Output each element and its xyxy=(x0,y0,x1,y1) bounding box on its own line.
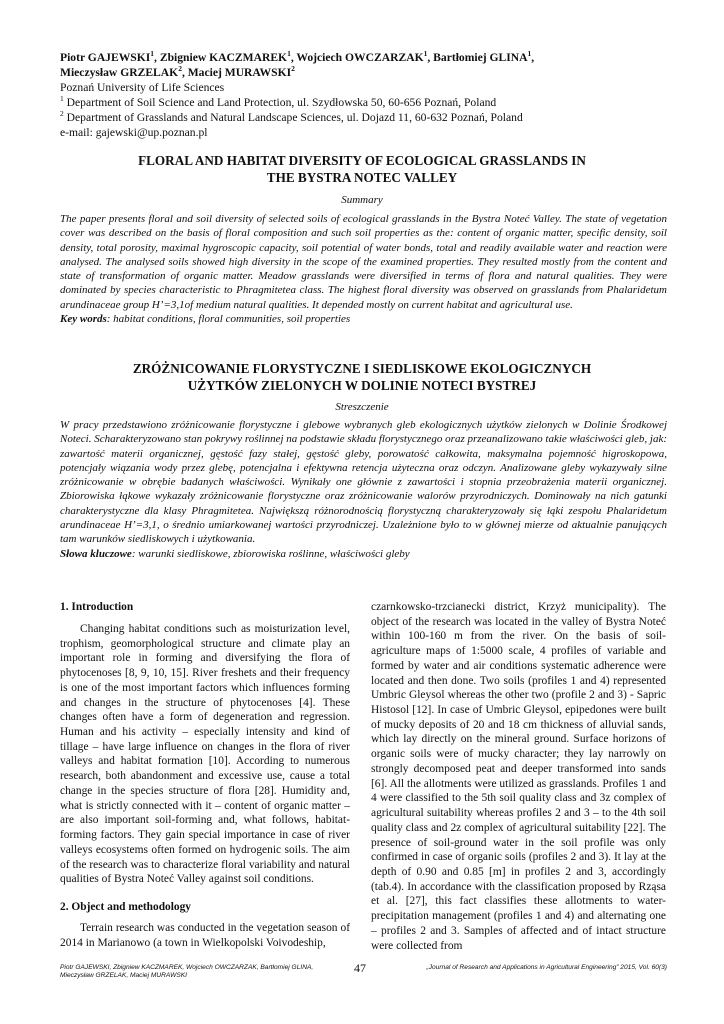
author-names-line1: Piotr GAJEWSKI$^1$, Zbigniew KACZMAREK$^1$, Wojciech OWCZARZAK$^1$, Bartłomiej GLINA$^1$, xyxy=(60,49,535,64)
footer-journal: „Journal of Research and Applications in Agricultural Engineering” 2015, Vol. 60(3) xyxy=(426,964,667,971)
polish-abstract xyxy=(60,418,667,561)
right-column xyxy=(371,600,666,953)
affiliation-2: $^2$ Department of Grasslands and Natural Landscape Sciences, ul. Dojazd 11, 60-632 Poznań, Poland xyxy=(60,109,523,124)
polish-keywords: Słowa kluczowe: warunki siedliskowe, zbiorowiska roślinne, właściwości gleby xyxy=(60,547,410,560)
english-keywords: Key words: habitat conditions, floral communities, soil properties xyxy=(60,313,351,326)
email: e-mail: gajewski@up.poznan.pl xyxy=(60,126,208,139)
english-summary-text: The paper presents floral and soil diversity of selected soils of ecological grasslands in the Bystra Noteć Valley. The state of vegetation cover was described on the basis of floral composition and such soil properties as the: content of organic matter, specific density, soil density, total porosity, maximal hygroscopic capacity, soil potential of water bonds, total and readily available water and reaction were analysed. The analysed soils showed high diversity in the scope of the examined properties. They resulted mostly from the content and state of transformation of organic matter. Meadow grasslands were diversified in terms of flora and natural qualities. They were dominated by species characteristic to Phragmitetea class. The highest floral diversity was observed on grasslands from Phalaridetum arundinaceae group H’=3,1of medium natural qualities. It depended mostly on current habitat and agricultural use. xyxy=(60,213,667,311)
summary-label: Summary xyxy=(341,194,383,206)
page-number: 47 xyxy=(354,961,366,975)
footer-authors: Piotr GAJEWSKI, Zbigniew KACZMAREK, Wojciech OWCZARZAK, Bartłomiej GLINA, Mieczysław GRZELAK, Maciej MURAWSKI xyxy=(60,964,314,979)
english-abstract xyxy=(60,212,667,326)
methodology-text-left: Terrain research was conducted in the vegetation season of 2014 in Marianowo (a town in Wielkopolski Voivodeship, xyxy=(60,921,350,949)
english-title: FLORAL AND HABITAT DIVERSITY OF ECOLOGICAL GRASSLANDS IN THE BYSTRA NOTEC VALLEY xyxy=(138,153,586,185)
polish-title: ZRÓŻNICOWANIE FLORYSTYCZNE I SIEDLISKOWE EKOLOGICZNYCH UŻYTKÓW ZIELONYCH W DOLINIE NOTECI BYSTREJ xyxy=(132,361,592,393)
author-names-line2: Mieczysław GRZELAK$^2$, Maciej MURAWSKI$^2$ xyxy=(60,64,295,79)
heading-methodology: 2. Object and methodology xyxy=(60,900,191,913)
introduction-text: Changing habitat conditions such as moisturization level, trophism, geomorphological structure and climate play an important role in forming and diversifying the flora of phytocenoses [8, 9, 10, 15]. River freshets and their frequency is one of the most important factors which influences forming and changes in the structure of phytocenoses [4]. These changes often have a form of degeneration and regression. Human and his activity – especially intensity and kind of tillage – have large influence on changes in the flora of river valleys and habitat formation [10]. According to numerous research, both abandonment and excessive use, cause a total change in the species structure of flora [28]. Humidity and, what is strictly connected with it – content of organic matter – are also important soil-forming and, what follows, habitat-forming factors. They gain special importance in case of river valleys ecosystems often formed on hydrogenic soils. The aim of the research was to characterize floral variability and natural qualities of Bystra Noteć Valley against soil conditions. xyxy=(60,623,350,886)
heading-introduction: 1. Introduction xyxy=(60,601,134,613)
polish-summary-text: W pracy przedstawiono zróżnicowanie florystyczne i glebowe wybranych gleb ekologicznych użytków zielonych w Dolinie Środkowej Noteci. Scharakteryzowano stan pokrywy roślinnej na podstawie składu florystycznego oraz przeanalizowano takie właściwości gleb, jak: zawartość materii organicznej, gęstość fazy stałej, gęstość gleby, porowatość całkowita, maksymalna pojemność higroskopowa, potencjały wiązania wody przez glebę, potencjalna i efektywna retencja użyteczna oraz odczyn. Analizowane gleby wykazywały silne zróżnicowanie w obrębie badanych właściwości. Wynikały one głównie z zawartości i stopnia przeobrażenia materii organicznej. Zbiorowiska łąkowe wykazały zróżnicowanie florystyczne oraz zróżnicowanie walorów przyrodniczych. Dominowały na nich gatunki charakterystyczne dla klasy Phragmitetea. Największą różnorodnością florystyczną charakteryzowały się łąki zespołu Phalaridetum arundinaceae H’=3,1, o średnio umiarkowanej wartości przyrodniczej. Uzależnione było to w głównej mierze od aktualnie panujących tam warunków siedliskowych i użytkowania. xyxy=(60,419,667,546)
author-block xyxy=(60,50,670,140)
university: Poznań University of Life Sciences xyxy=(60,81,225,94)
left-column xyxy=(60,600,350,950)
affiliation-1: $^1$ Department of Soil Science and Land Protection, ul. Szydłowska 50, 60-656 Poznań, Poland xyxy=(60,94,497,109)
methodology-text-right: czarnkowsko-trzcianecki district, Krzyż municipality). The object of the research was located in the valley of Bystra Noteć within 100-160 m from the river. On the basis of soil-agriculture maps of 1:5000 scale, 4 profiles of variable and formed by water and air conditions systematic adherence were located and then done. Two soils (profiles 1 and 4) represented Umbric Gleysol whereas the other two (profile 2 and 3) - Sapric Histosol [12]. In case of Umbric Gleysol, epipedones were built of mucky deposits of 20 and 18 cm thickness of alluvial sands, which lay directly on the mineral ground. Surface horizons of organic soils were of mucky character; they lay narrowly on strongly decomposed peat and deeper transformed into sands [6]. All the allotments were utilized as grasslands. Profiles 1 and 4 were classified to the 5th soil quality class and 3z complex of agricultural suitability whereas profiles 2 and 3 – to the 4th soil quality class and 2z complex of agricultural suitability [22]. The presence of soil-ground water in the soil profile was only confirmed in case of organic soils (profiles 2 and 3). It lay at the depth of 0.90 and 0.85 [m] in profiles 2 and 3, accordingly (tab.4). In accordance with the classification proposed by Rząsa et al. [27], this fact classifies these allotments to water-precipitation management (profiles 1 and 4) and alternating one – profiles 2 and 3. Samples of affected and of intact structure were collected from xyxy=(371,601,666,952)
streszczenie-label: Streszczenie xyxy=(335,401,389,413)
